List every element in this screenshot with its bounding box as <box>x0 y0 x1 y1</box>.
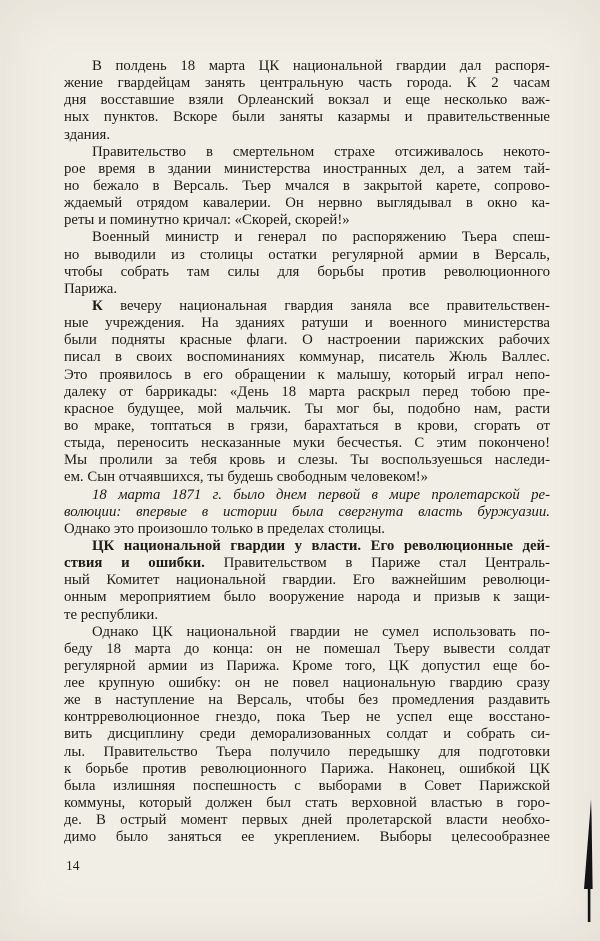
text-line <box>64 812 550 829</box>
text-segment-normal: рое время в здании министерства иностранных дел, а затем тай- <box>64 160 550 177</box>
text-line <box>64 298 550 315</box>
text-segment-normal: димо было заняться ее укреплением. Выборы целесообразнее <box>64 829 550 846</box>
text-line <box>64 555 550 572</box>
text-segment-normal: жение гвардейцам занять центральную часть города. К 2 часам <box>64 75 550 92</box>
text-line <box>64 178 550 195</box>
text-segment-normal: контрреволюционное гнездо, пока Тьер не успел еще восстано- <box>64 709 550 726</box>
text-line <box>64 229 550 246</box>
text-line <box>64 75 550 92</box>
text-segment-normal: Правительством в Париже стал Централь- <box>204 555 550 572</box>
text-line <box>64 418 550 435</box>
text-segment-normal: дня восставшие взяли Орлеанский вокзал и еще несколько важ- <box>64 92 550 109</box>
text-line <box>64 538 550 555</box>
text-line <box>64 607 550 624</box>
text-line <box>64 487 550 504</box>
page-body <box>64 58 550 846</box>
text-segment-normal: Правительство в смертельном страхе отсиживалось некото- <box>92 143 550 160</box>
text-line <box>64 247 550 264</box>
text-segment-normal: Это проявилось в его обращении к малышу, который играл непо- <box>64 366 550 383</box>
text-line <box>64 658 550 675</box>
text-line <box>64 367 550 384</box>
text-line <box>64 92 550 109</box>
text-line <box>64 504 550 521</box>
text-line <box>64 264 550 281</box>
text-segment-italic: волюции: впервые в истории была свергнута власть буржуазии. <box>64 503 550 520</box>
text-segment-normal: но выводили из столицы остатки регулярной армии в Версаль, <box>64 246 550 263</box>
text-segment-normal: коммуны, который должен был стать верховной властью в горо- <box>64 795 550 812</box>
text-line <box>64 195 550 212</box>
text-line <box>64 744 550 761</box>
text-line <box>64 127 550 144</box>
text-line <box>64 332 550 349</box>
text-segment-normal: лее крупную ошибку: он не повел национальную гвардию сразу <box>64 675 550 692</box>
text-segment-normal: Парижа. <box>64 280 118 297</box>
text-segment-normal: В полдень 18 марта ЦК национальной гвардии дал распоря- <box>92 58 550 74</box>
text-line <box>64 829 550 846</box>
text-line <box>64 469 550 486</box>
text-segment-normal: ные учреждения. На зданиях ратуши и военного министерства <box>64 315 550 332</box>
text-line <box>64 349 550 366</box>
text-line <box>64 315 550 332</box>
text-line <box>64 161 550 178</box>
text-segment-normal: чтобы собрать там силы для борьбы против революционного <box>64 263 550 280</box>
text-line <box>64 778 550 795</box>
text-segment-normal: были подняты красные флаги. О настроении парижских рабочих <box>64 332 550 349</box>
text-line <box>64 58 550 75</box>
text-segment-normal: Мы пролили за тебя кровь и слезы. Ты воспользуешься наследи- <box>64 452 550 469</box>
text-segment-normal: Однако это произошло только в пределах столицы. <box>64 520 385 537</box>
text-segment-bold: ствия и ошибки. <box>64 555 205 572</box>
text-segment-normal: во мраке, топтаться в грязи, барахтаться в крови, сгорать от <box>64 417 550 434</box>
text-segment-normal: вечеру национальная гвардия заняла все правительствен- <box>102 297 550 314</box>
text-line <box>64 452 550 469</box>
text-segment-normal: реты и поминутно кричал: «Скорей, скорей!» <box>64 212 350 229</box>
text-segment-normal: писал в своих воспоминаниях коммунар, писатель Жюль Валлес. <box>64 349 550 366</box>
text-segment-normal: Военный министр и генерал по распоряжению Тьера спеш- <box>92 229 550 246</box>
text-segment-bold: ЦК национальной гвардии у власти. Его революционные дей- <box>92 537 550 554</box>
text-line <box>64 624 550 641</box>
text-line <box>64 109 550 126</box>
text-line <box>64 435 550 452</box>
text-segment-bold: К <box>92 297 103 314</box>
text-segment-normal: же в наступление на Версаль, чтобы без промедления раздавить <box>64 692 550 709</box>
text-line <box>64 212 550 229</box>
text-segment-normal: ждаемый отрядом кавалерии. Он нервно выглядывал в окно ка- <box>64 195 550 212</box>
text-segment-normal: ем. Сын отчаявшихся, ты будешь свободным человеком!» <box>64 469 429 486</box>
text-line <box>64 761 550 778</box>
text-segment-normal: вить дисциплину среди деморализованных солдат и собрать си- <box>64 726 550 743</box>
scan-ink-mark-artifact <box>582 797 594 925</box>
text-segment-normal: красное будущее, мой мальчик. Ты мог бы, подобно нам, расти <box>64 400 550 417</box>
text-line <box>64 709 550 726</box>
text-line <box>64 572 550 589</box>
text-segment-normal: ный Комитет национальной гвардии. Его важнейшим революци- <box>64 572 550 589</box>
text-segment-normal: беду 18 марта до конца: он не помешал Тьеру вывести солдат <box>64 640 550 657</box>
text-line <box>64 692 550 709</box>
text-segment-normal: стыда, переносить несказанные муки бесчестья. С этим покончено! <box>64 435 550 452</box>
text-segment-normal: лы. Правительство Тьера получило передышку для подготовки <box>64 743 550 760</box>
text-segment-normal: ных пунктов. Вскоре были заняты казармы и правительственные <box>64 109 550 126</box>
text-segment-normal: де. В острый момент первых дней пролетарской власти необхо- <box>64 812 550 829</box>
text-line <box>64 384 550 401</box>
text-segment-normal: к борьбе против революционного Парижа. Наконец, ошибкой ЦК <box>64 760 550 777</box>
text-line <box>64 144 550 161</box>
text-line <box>64 401 550 418</box>
text-line <box>64 589 550 606</box>
text-line <box>64 675 550 692</box>
text-line <box>64 281 550 298</box>
text-segment-normal: Однако ЦК национальной гвардии не сумел использовать по- <box>92 623 550 640</box>
page-number: 14 <box>66 858 80 873</box>
text-segment-normal: регулярной армии из Парижа. Кроме того, ЦК допустил еще бо- <box>64 657 550 674</box>
text-segment-normal: те республики. <box>64 606 159 623</box>
text-segment-normal: далеку от баррикады: «День 18 марта раскрыл перед тобою пре- <box>64 383 550 400</box>
text-segment-normal: но бежало в Версаль. Тьер мчался в закрытой карете, сопрово- <box>64 177 550 194</box>
text-line <box>64 795 550 812</box>
text-segment-normal: здания. <box>64 126 111 143</box>
text-line <box>64 521 550 538</box>
text-segment-normal: была излишняя поспешность с выборами в Совет Парижской <box>64 777 550 794</box>
text-line <box>64 641 550 658</box>
text-segment-italic: 18 марта 1871 г. было днем первой в мире пролетарской ре- <box>92 486 550 503</box>
text-segment-normal: онным мероприятием было вооружение народа и призыв к защи- <box>64 589 550 606</box>
text-line <box>64 726 550 743</box>
